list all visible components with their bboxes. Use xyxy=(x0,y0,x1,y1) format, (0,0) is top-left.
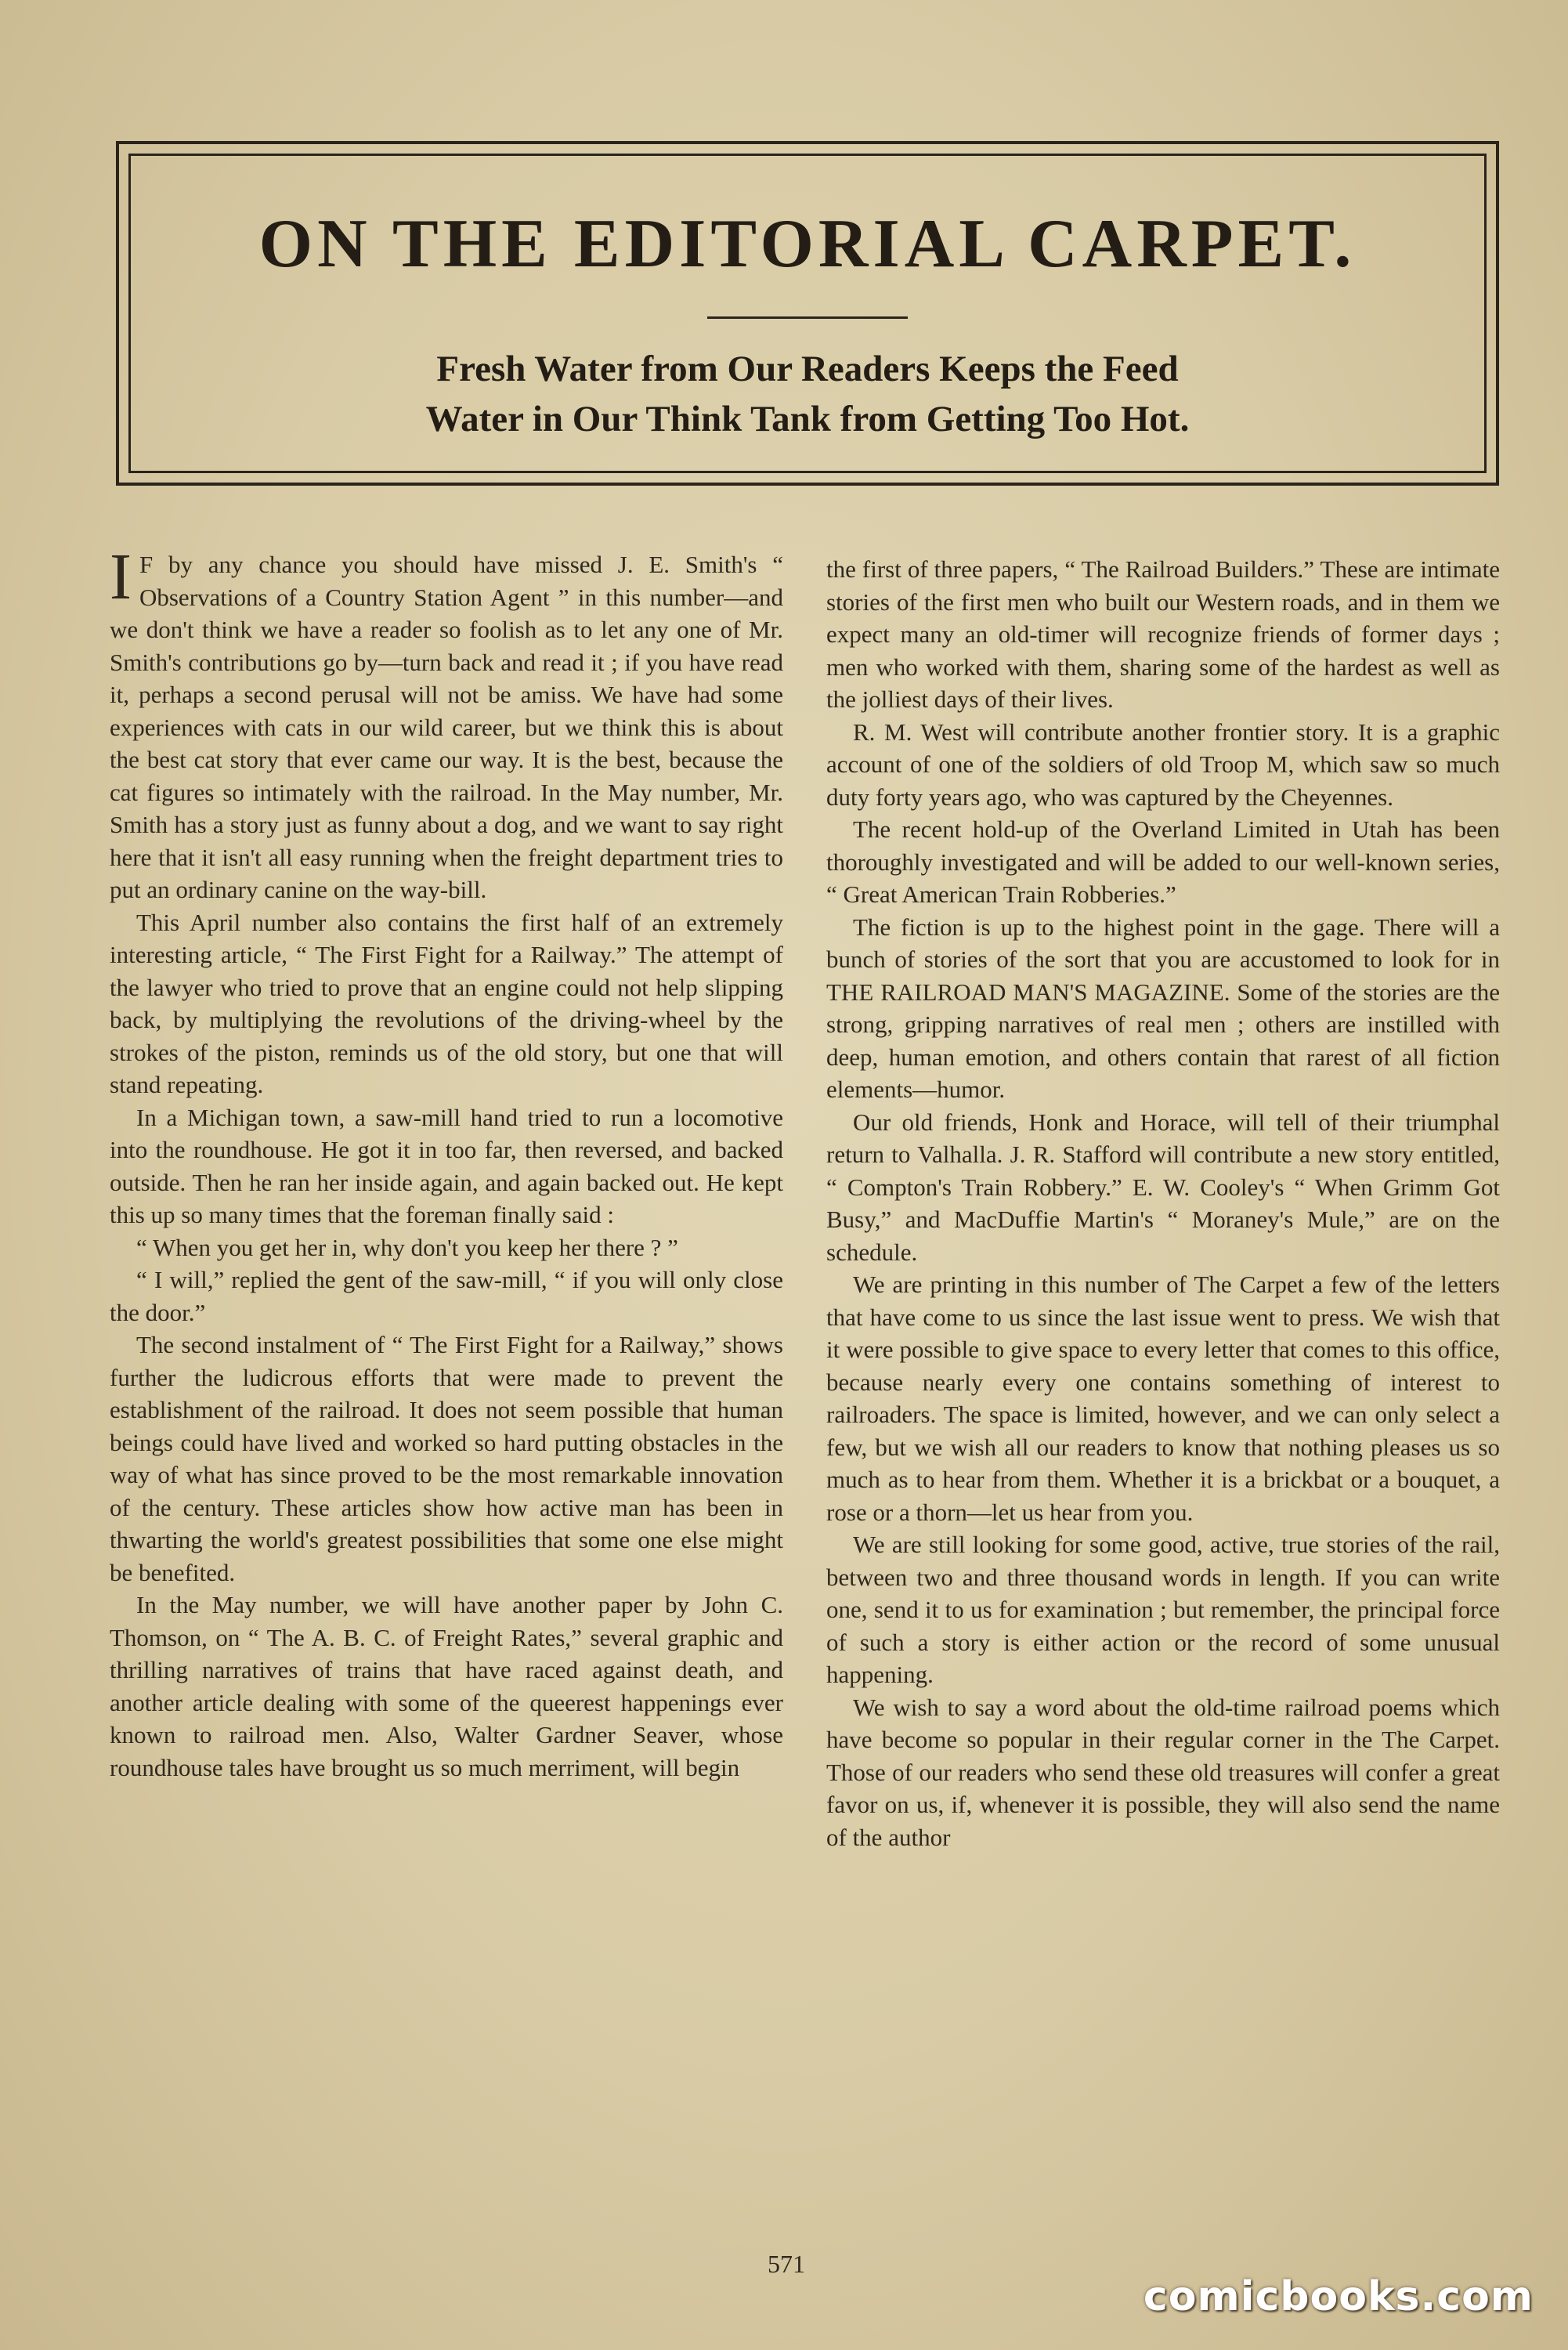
header-inner-border xyxy=(128,154,1487,473)
subtitle-line-2: Water in Our Think Tank from Getting Too Hot. xyxy=(425,399,1190,439)
paragraph: the first of three papers, “ The Railroad Builders.” These are intimate stories of the first men who built our Western roads, and in them we expect many an old-timer will recognize friends of former days ; men who worked with them, sharing some of the hardest as well as the jolliest days of their lives. xyxy=(826,555,1500,713)
paragraph-text: F by any chance you should have missed J. E. Smith's “ Observations of a Country Station Agent ” in this number—and we don't think we have a reader so foolish as to let any one of Mr. Smith's contributions go by—turn back and read it ; if you have read it, perhaps a second perusal will not be amiss. We have had some experiences with cats in our wild career, but we think this is about the best cat story that ever came our way. It is the best, because the cat figures so intimately with the railroad. In the May number, Mr. Smith has a story just as funny about a dog, and we want to say right here that it isn't all easy running when the freight department tries to put an ordinary canine on the way-bill. xyxy=(110,551,783,903)
paragraph: In a Michigan town, a saw-mill hand tried to run a locomotive into the roundhouse. He got it in too far, then reversed, and backed outside. Then he ran her inside again, and again backed out. He kept this up so many times that the foreman finally said : xyxy=(110,1103,783,1228)
paragraph: We are still looking for some good, active, true stories of the rail, between two and three thousand words in length. If you can write one, send it to us for examination ; but remember, the principal force of such a story is either action or the record of some unusual happening. xyxy=(826,1531,1500,1688)
paragraph: “ I will,” replied the gent of the saw-mill, “ if you will only close the door.” xyxy=(110,1266,783,1326)
paragraph: The second instalment of “ The First Fight for a Railway,” shows further the ludicrous efforts that were made to prevent the establishment of the railroad. It does not seem possible that human beings could have lived and worked so hard putting obstacles in the way of what has since proved to be the most remarkable innovation of the century. These articles show how active man has been in thwarting the world's greatest possibilities that some one else might be benefited. xyxy=(110,1331,783,1586)
watermark: comicbooks.com xyxy=(1143,2273,1534,2320)
paragraph: We wish to say a word about the old-time railroad poems which have become so popular in their regular corner in the The Carpet. Those of our readers who send these old treasures will confer a great favor on us, if, whenever it is possible, they will also send the name of the author xyxy=(826,1693,1500,1851)
paragraph: This April number also contains the first half of an extremely interesting article, “ The First Fight for a Railway.” The attempt of the lawyer who tried to prove that an engine could not help slipping back, by multiplying the revolutions of the driving-wheel by the strokes of the piston, reminds us of the old story, but one that will stand repeating. xyxy=(110,908,783,1098)
page-title: ON THE EDITORIAL CARPET. xyxy=(258,206,1357,282)
paragraph: The recent hold-up of the Overland Limited in Utah has been thoroughly investigated and will be added to our well-known series, “ Great American Train Robberies.” xyxy=(826,815,1500,908)
paragraph: “ When you get her in, why don't you keep her there ? ” xyxy=(136,1233,678,1261)
page-number: 571 xyxy=(768,2250,805,2278)
header-box xyxy=(116,141,1499,486)
drop-cap: I xyxy=(110,540,132,613)
paragraph xyxy=(110,540,783,906)
subtitle xyxy=(131,344,1484,444)
left-column xyxy=(110,540,783,2240)
paragraph: In the May number, we will have another paper by John C. Thomson, on “ The A. B. C. of Freight Rates,” several graphic and thrilling narratives of trains that have raced against death, and another article dealing with some of the queerest happenings ever known to railroad men. Also, Walter Gardner Seaver, whose roundhouse tales have brought us so much merriment, will begin xyxy=(110,1591,783,1781)
paragraph: We are printing in this number of The Carpet a few of the letters that have come to us since the last issue went to press. We wish that it were possible to give space to every letter that comes to this office, because nearly every one contains something of interest to railroaders. The space is limited, however, and we can only select a few, but we wish all our readers to know that nothing pleases us so much as to hear from them. Whether it is a brickbat or a bouquet, a rose or a thorn—let us hear from you. xyxy=(826,1271,1500,1526)
paragraph: The fiction is up to the highest point in the gage. There will a bunch of stories of the sort that you are accustomed to look for in THE RAILROAD MAN'S MAGAZINE. Some of the stories are the strong, gripping narratives of real men ; others are instilled with deep, human emotion, and others contain that rarest of all fiction elements—humor. xyxy=(826,913,1500,1103)
paragraph: Our old friends, Honk and Horace, will tell of their triumphal return to Valhalla. J. R. Stafford will contribute a new story entitled, “ Compton's Train Robbery.” E. W. Cooley's “ When Grimm Got Busy,” and MacDuffie Martin's “ Moraney's Mule,” are on the schedule. xyxy=(826,1108,1500,1266)
title-divider xyxy=(707,316,908,319)
paragraph: R. M. West will contribute another frontier story. It is a graphic account of one of the soldiers of old Troop M, which saw so much duty forty years ago, who was captured by the Cheyennes. xyxy=(826,718,1500,811)
subtitle-line-1: Fresh Water from Our Readers Keeps the Feed xyxy=(436,349,1179,389)
right-column xyxy=(826,553,1500,2245)
